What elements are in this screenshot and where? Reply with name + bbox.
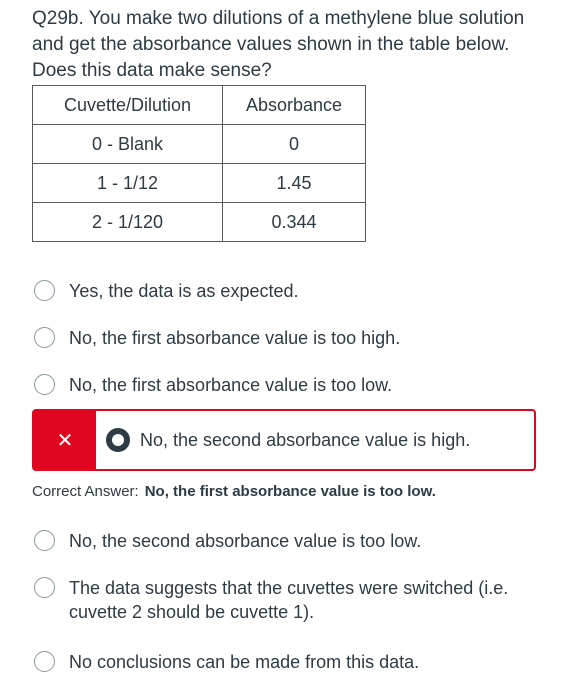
table-cell-absorbance: 1.45	[223, 164, 366, 203]
answer-option-label: No, the second absorbance value is too low.	[69, 531, 422, 551]
selected-incorrect-answer[interactable]	[32, 409, 536, 471]
table-row	[33, 125, 366, 164]
radio-button[interactable]	[34, 374, 55, 395]
answer-option-6[interactable]	[34, 576, 539, 624]
table-cell-absorbance: 0	[223, 125, 366, 164]
correct-answer-note	[32, 481, 436, 503]
radio-button[interactable]	[34, 577, 55, 598]
question-text: Q29b. You make two dilutions of a methylene blue solution and get the absorbance values shown in the table below. Does this data make sense?	[32, 8, 525, 81]
incorrect-x-icon: ✕	[34, 411, 96, 469]
answer-option-7[interactable]	[34, 650, 539, 674]
table-cell-cuvette: 0 - Blank	[33, 125, 223, 164]
answer-option-label: No, the first absorbance value is too high.	[69, 328, 401, 348]
correct-answer-label: Correct Answer:	[32, 483, 139, 500]
column-header-absorbance: Absorbance	[223, 86, 366, 125]
answer-option-label: No, the first absorbance value is too low.	[69, 375, 393, 395]
absorbance-table	[32, 85, 366, 242]
answer-option-3[interactable]	[34, 373, 539, 397]
table-cell-cuvette: 1 - 1/12	[33, 164, 223, 203]
answer-option-label: No conclusions can be made from this data.	[69, 652, 420, 672]
correct-answer-value: No, the first absorbance value is too low.	[144, 483, 436, 500]
table-header-row	[33, 86, 366, 125]
table-row	[33, 164, 366, 203]
table-cell-absorbance: 0.344	[223, 203, 366, 242]
answer-option-2[interactable]	[34, 326, 539, 350]
answer-option-label: Yes, the data is as expected.	[69, 281, 299, 301]
radio-button[interactable]	[34, 327, 55, 348]
answer-option-label: The data suggests that the cuvettes were switched (i.e. cuvette 2 should be cuvette 1).	[69, 578, 509, 622]
radio-button[interactable]	[34, 530, 55, 551]
table-cell-cuvette: 2 - 1/120	[33, 203, 223, 242]
answer-option-5[interactable]	[34, 529, 539, 553]
radio-button-selected[interactable]	[106, 428, 130, 452]
radio-button[interactable]	[34, 280, 55, 301]
table-row	[33, 203, 366, 242]
column-header-cuvette: Cuvette/Dilution	[33, 86, 223, 125]
radio-button[interactable]	[34, 651, 55, 672]
answer-option-label: No, the second absorbance value is high.	[140, 429, 471, 450]
answer-option-1[interactable]	[34, 279, 539, 303]
